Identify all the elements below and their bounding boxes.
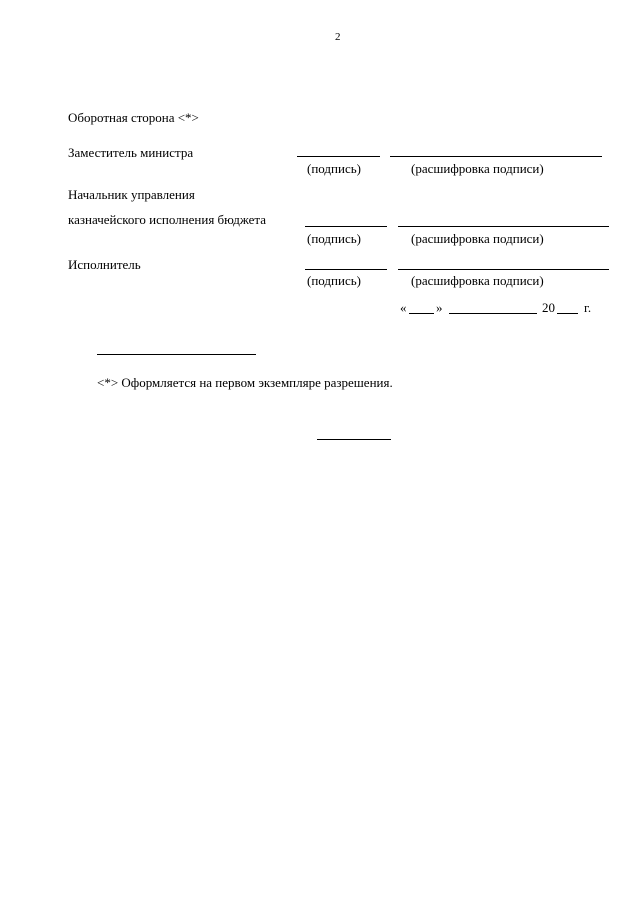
- deputy-signature-caption: (подпись): [307, 161, 361, 176]
- date-month-blank: [449, 313, 537, 314]
- footnote-text: <*> Оформляется на первом экземпляре разрешения.: [97, 375, 393, 390]
- deputy-decode-line: [390, 156, 602, 157]
- head-signature-caption: (подпись): [307, 231, 361, 246]
- head-label-line1: Начальник управления: [68, 187, 195, 202]
- executor-signature-line: [305, 269, 387, 270]
- executor-decode-line: [398, 269, 609, 270]
- footnote-separator: [97, 354, 256, 355]
- executor-label: Исполнитель: [68, 257, 141, 272]
- head-signature-line: [305, 226, 387, 227]
- date-day-blank: [409, 313, 434, 314]
- date-close-quote: »: [436, 300, 443, 315]
- head-decode-caption: (расшифровка подписи): [411, 231, 544, 246]
- end-of-document-rule: [317, 439, 391, 440]
- head-label-line2: казначейского исполнения бюджета: [68, 212, 267, 227]
- date-year-prefix: 20: [542, 300, 555, 315]
- head-decode-line: [398, 226, 609, 227]
- executor-signature-caption: (подпись): [307, 273, 361, 288]
- deputy-decode-caption: (расшифровка подписи): [411, 161, 544, 176]
- date-open-quote: «: [400, 300, 407, 315]
- date-year-suffix: г.: [584, 300, 592, 315]
- page-number: 2: [335, 31, 341, 43]
- reverse-side-heading: Оборотная сторона <*>: [68, 110, 199, 125]
- date-year-blank: [557, 313, 578, 314]
- deputy-signature-line: [297, 156, 380, 157]
- executor-decode-caption: (расшифровка подписи): [411, 273, 544, 288]
- deputy-minister-label: Заместитель министра: [68, 145, 194, 160]
